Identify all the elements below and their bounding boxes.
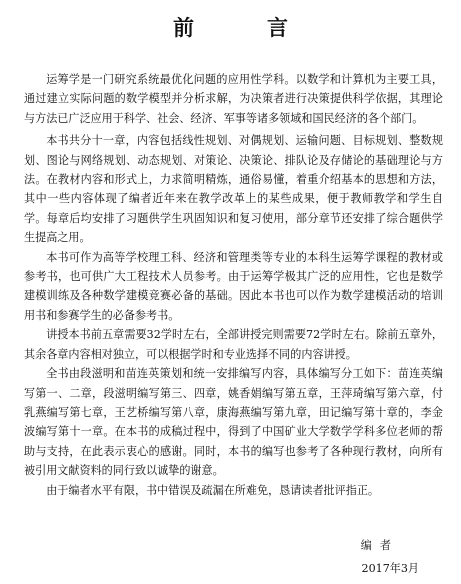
paragraph-hours: 讲授本书前五章需要32学时左右，全部讲授完则需要72学时左右。除前五章外，其余各章内容相对独立，可以根据学时和专业选择不同的内容讲授。	[24, 328, 443, 361]
signature-date: 2017年3月	[361, 562, 419, 575]
paragraph-authors: 全书由段滋明和苗连英策划和统一安排编写内容，具体编写分工如下：苗连英编写第一、二章，段滋明编写第三、四章，姚香娟编写第五章，王萍琦编写第六章，付乳燕编写第七章，王艺桥编写第八章，康海燕编写第九章，田记编写第十章的，李金波编写第十一章。在本书的成稿过程中，得到了中国矿业大学数学学科多位老师的帮助与支持，在此表示衷心的感谢。同时，本书的编写也参考了各种现行教材，向所有被引用文献资料的同行致以诚挚的谢意。	[24, 367, 443, 478]
paragraph-intro: 运筹学是一门研究系统最优化问题的应用性学科。以数学和计算机为主要工具，通过建立实际问题的数学模型并分析求解，为决策者进行决策提供科学依据，其理论与方法已广泛应用于科学、社会、经济、军事等诸多领域和国民经济的各个部门。	[24, 73, 443, 125]
paragraph-audience: 本书可作为高等学校理工科、经济和管理类等专业的本科生运筹学课程的教材或参考书，也可供广大工程技术人员参考。由于运筹学极其广泛的应用性，它也是数学建模训练及各种数学建模竞赛必备的基础。因此本书也可以作为数学建模活动的培训用书和参赛学生的必备参考书。	[24, 250, 443, 322]
paragraph-closing: 由于编者水平有限，书中错误及疏漏在所难免，恳请读者批评指正。	[46, 483, 380, 497]
paragraph-contents: 本书共分十一章，内容包括线性规划、对偶规划、运输问题、目标规划、整数规划、图论与网络规划、动态规划、对策论、决策论、排队论及存储论的基础理论与方法。在教材内容和形式上，力求简明精炼，通俗易懂，着重介绍基本的思想和方法，其中一些内容体现了编者近年来在教学改革上的某些成果，便于教师教学和学生自学。每章后均安排了习题供学生巩固知识和复习使用，部分章节还安排了综合题供学生提高之用。	[24, 134, 443, 245]
signature-author: 编者	[360, 539, 399, 552]
signature-block	[299, 536, 419, 578]
page-title: 前 言	[173, 15, 314, 40]
